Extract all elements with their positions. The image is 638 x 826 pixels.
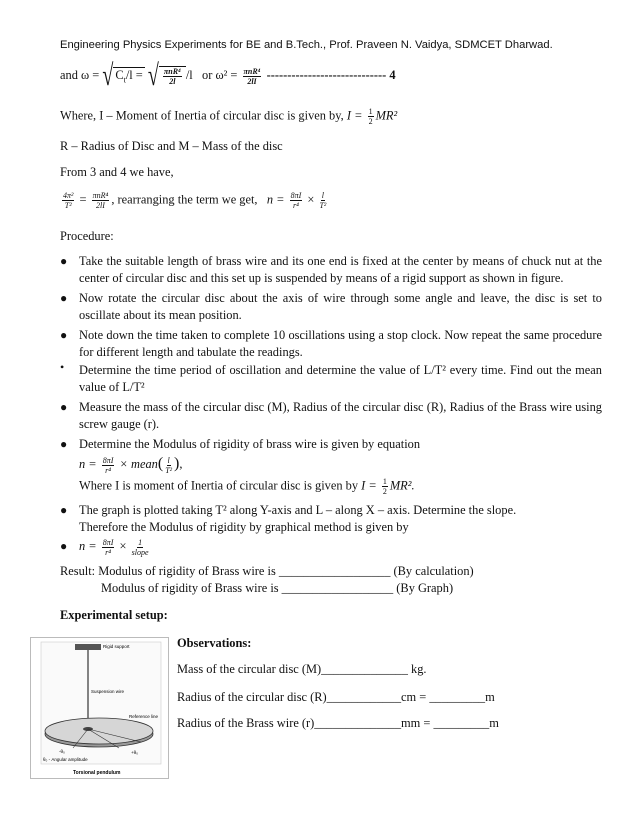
omega-squared-frac: $\frac{\text{πnR⁴}}{2lI}$ [243,66,261,86]
obs-mass: Mass of the circular disc (M)______________ kg. [177,662,427,676]
eq-text-and: and ω = [60,67,100,82]
list-item: ● The graph is plotted taking T² along Y-axis and L – along X – axis. Determine the slope. Therefore the Modulus of rigidity by graphical method is given by [60,502,517,534]
label-reference-line: Reference line [129,714,159,719]
pendulum-diagram [31,638,168,778]
label-suspension-wire: Suspension wire [91,689,125,694]
from-line: From 3 and 4 we have, [60,165,174,179]
eq-text-or: or ω² = [202,67,238,82]
mean-equation: n = $\frac{8\pi I}{\text{r⁴}}$ × mean( $\frac{l}{\text{T²}}$ ), [79,455,183,475]
procedure-list [60,253,602,557]
sqrt-ct: √ $C_t/l$ = [102,59,143,93]
observations-title: Observations: [177,636,252,650]
label-theta-plus: +θ₀ [131,750,138,755]
setup-title: Experimental setup: [60,608,168,622]
where-inertia-line: Where I is moment of Inertia of circular disc is given by I = $\frac{1}{2}$ MR². [79,476,415,496]
result-line-2: Modulus of rigidity of Brass wire is __________________ (By Graph) [101,581,454,595]
procedure-title: Procedure: [60,229,114,243]
result-line-1: Result: Modulus of rigidity of Brass wire is __________________ (By calculation) [60,564,474,578]
rearrange-equation: $\frac{\text{4π²}}{\text{T²}}$ = $\frac{\text{πnR⁴}}{2lI}$ , rearranging the term we get, n = $\frac{8\pi I}{\text{r⁴}}$ × $\frac{l}{\text{T²}}$ [63,191,327,210]
list-item: • Determine the time period of oscillation and determine the value of L/T² every time. Find out the mean value of L/T² [60,360,602,394]
list-item: ● Note down the time taken to complete 10 oscillations using a stop clock. Now repeat the same procedure for different length and tabulate the readings. [60,328,602,359]
page-header: Engineering Physics Experiments for BE and B.Tech., Prof. Praveen N. Vaidya, SDMCET Dharwad. [60,39,553,51]
omega-equation: and ω = √ $C_t/l$ = √ $\frac{\text{πnR⁴}}{2l}$ /l or ω² = $\frac{\text{πnR⁴}}{2lI}$ ----------------------------- 4 [60,59,396,93]
label-angular-amplitude: θ₀ - Angular amplitude [43,757,88,762]
moment-inertia-line: Where, I – Moment of Inertia of circular disc is given by, I = $\frac{1}{2}$ MR² [60,107,398,126]
radius-mass-line: R – Radius of Disc and M – Mass of the disc [60,139,283,153]
label-theta-minus: -θ₀ [59,749,65,754]
figure-caption: Torsional pendulum [73,770,121,776]
torsional-pendulum-figure [30,637,169,779]
list-item: ● Determine the Modulus of rigidity of brass wire is given by equation n = $\frac{8\pi I}{\text{r⁴}}$ × mean( $\frac{l}{\text{T²}}$ ), Where I is moment of Inertia of circular disc is given by I = $\frac{1}{2}$ MR². [60,436,602,496]
list-item: ● Now rotate the circular disc about the axis of wire through some angle and leave, the disc is set to oscillate about its mean position. [60,291,602,322]
label-rigid-support: Rigid support [103,644,130,649]
sqrt-frac: √ $\frac{\text{πnR⁴}}{2l}$ [148,66,186,86]
list-item: ● Take the suitable length of brass wire and its one end is fixed at the center by means of chuck nut at the center of circular disc and this set up is suspended by means of a rigid support as shown in figure. [60,254,602,285]
obs-radius-wire: Radius of the Brass wire (r)______________mm = _________m [177,716,499,730]
list-item: ● n = $\frac{8\pi I}{\text{r⁴}}$ × $\frac{1}{\text{slope}}$ [60,537,149,557]
slope-equation: n = $\frac{8\pi I}{\text{r⁴}}$ × $\frac{1}{\text{slope}}$ [79,537,149,557]
eq-number-4: ----------------------------- 4 [266,67,396,82]
list-item: ● Measure the mass of the circular disc (M), Radius of the circular disc (R), Radius of the Brass wire using screw gauge (r). [60,400,602,431]
obs-radius-disc: Radius of the circular disc (R)____________cm = _________m [177,690,495,704]
